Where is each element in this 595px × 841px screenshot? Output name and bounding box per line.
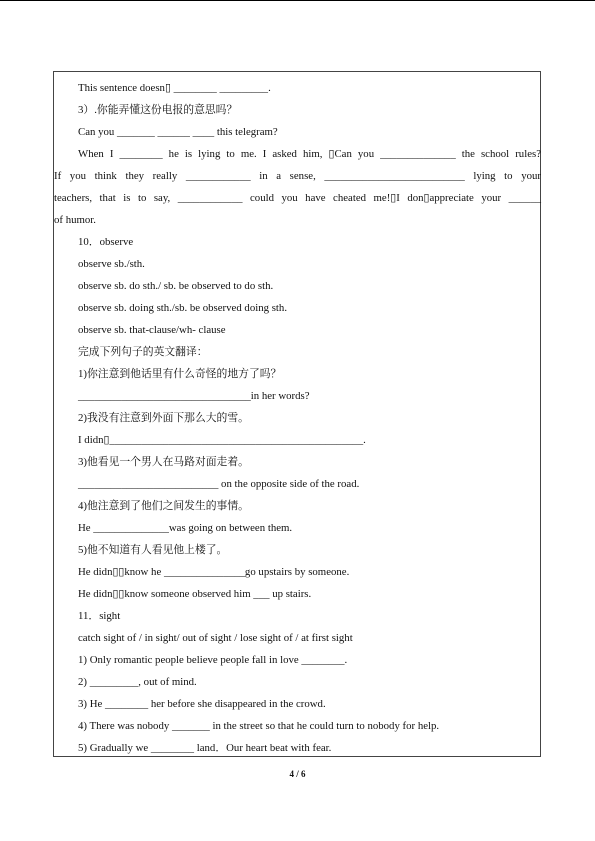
paragraph-line: of humor. xyxy=(54,214,96,226)
exercise-prompt: 1)你注意到他话里有什么奇怪的地方了吗？ xyxy=(78,368,282,380)
exercise-item: 3) He ________ her before she disappeared in the crowd. xyxy=(78,698,326,710)
exercise-answer: I didn▯_______________________________________________. xyxy=(78,434,366,446)
text-line: This sentence doesn▯ ________ _________. xyxy=(78,82,271,94)
usage-line: observe sb. doing sth./sb. be observed doing sth. xyxy=(78,302,288,314)
paragraph-line: teachers, that is to say, ____________ could you have cheated me!▯I don▯appreciate your ______ xyxy=(54,192,541,204)
exercise-prompt: 2)我没有注意到外面下那么大的雪。 xyxy=(78,412,249,424)
exercise-answer: He didn▯▯know he _______________go upstairs by someone. xyxy=(78,566,350,578)
text-line: Can you _______ ______ ____ this telegram? xyxy=(78,126,278,138)
section-heading-sight: 11．sight xyxy=(78,610,121,622)
section-heading-observe: 10．observe xyxy=(78,236,134,248)
exercise-answer: __________________________ on the opposite side of the road. xyxy=(78,478,360,490)
exercise-answer: ________________________________in her words? xyxy=(78,390,310,402)
lines-before xyxy=(53,77,542,143)
exercise-answer: He ______________was going on between them. xyxy=(78,522,293,534)
exercise-answer: He didn▯▯know someone observed him ___ up stairs. xyxy=(78,588,312,600)
text-line: 3）.你能弄懂这份电报的意思吗？ xyxy=(78,104,238,116)
usage-line: observe sb. do sth./ sb. be observed to do sth. xyxy=(78,280,274,292)
exercise-item: 5) Gradually we ________ land．Our heart beat with fear. xyxy=(78,742,332,754)
exercise-prompt: 5)他不知道有人看见他上楼了。 xyxy=(78,544,228,556)
header-rule xyxy=(0,0,595,1)
exercise-prompt: 3)他看见一个男人在马路对面走着。 xyxy=(78,456,249,468)
exercise-prompt: 4)他注意到了他们之间发生的事情。 xyxy=(78,500,249,512)
cloze-paragraph xyxy=(53,143,542,231)
usage-line: observe sb./sth. xyxy=(78,258,145,270)
exercise-item: 4) There was nobody _______ in the street so that he could turn to nobody for help. xyxy=(78,720,440,732)
paragraph-line: If you think they really ____________ in a sense, __________________________ lying to your xyxy=(54,170,541,182)
exercise-item: 1) Only romantic people believe people fall in love ________. xyxy=(78,654,348,666)
instruction-line: 完成下列句子的英文翻译： xyxy=(78,346,208,358)
exercise-item: 2) _________, out of mind. xyxy=(78,676,197,688)
document-body xyxy=(53,77,542,759)
usage-line: observe sb. that-clause/wh- clause xyxy=(78,324,226,336)
lines-after xyxy=(53,231,542,759)
paragraph-line: When I ________ he is lying to me. I asked him, ▯Can you ______________ the school rules? xyxy=(78,148,541,160)
page-number: 4 / 6 xyxy=(289,769,306,779)
phrase-list: catch sight of / in sight/ out of sight / lose sight of / at first sight xyxy=(78,632,353,644)
